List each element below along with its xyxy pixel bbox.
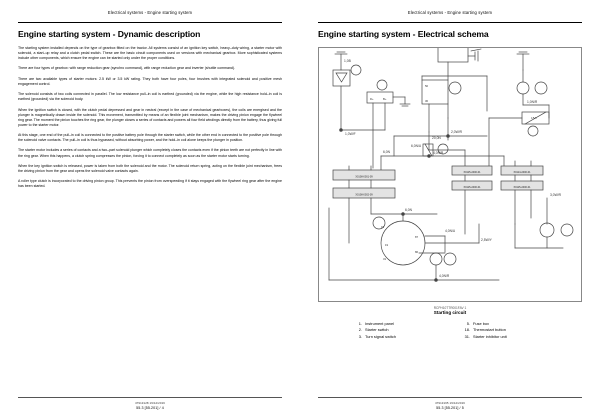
- wire-label: 4,0N/U: [445, 229, 456, 233]
- left-body-copy: [18, 46, 282, 189]
- terminal-label: D+: [370, 97, 374, 101]
- left-header-rule: [18, 22, 282, 23]
- connector-code: X0115-2400-01: [513, 186, 531, 189]
- wire-label: 1,0N/R: [527, 100, 538, 104]
- terminal-label: 87: [415, 235, 419, 239]
- wire-label: 4,0N/R: [433, 151, 444, 155]
- legend-column-left: [352, 321, 460, 340]
- legend-item-number: 18.: [464, 327, 470, 333]
- wire-label: 6,0N: [405, 208, 412, 212]
- left-footer-page-number: 55.3 [55.201] / 4: [136, 406, 164, 410]
- wire-label: 2,5W/Y: [481, 238, 492, 242]
- paragraph: There are two available types of starter motors: 2.5 kW or 3.5 kW rating. They both have four poles, four brushes with integrated solenoid and positive mesh engagement control.: [18, 76, 282, 86]
- legend-item-label: Thermostart button: [473, 327, 506, 333]
- legend-item: [460, 334, 568, 340]
- left-footer: [18, 397, 282, 410]
- legend-column-right: [460, 321, 568, 340]
- left-page-title: Engine starting system - Dynamic description: [18, 29, 201, 39]
- figure-caption: Starting circuit: [433, 310, 467, 315]
- terminal-label: 31: [383, 257, 387, 261]
- wire-label: 6,0N/U: [411, 144, 422, 148]
- left-footer-doc-number: 47913128 19/12/2016: [134, 401, 166, 405]
- terminal-label: 15: [381, 225, 385, 229]
- wire-label: 1,0B: [344, 59, 351, 63]
- terminal-label: 50: [425, 84, 429, 88]
- legend-item-label: Starter switch: [365, 327, 389, 333]
- right-running-head: Electrical systems - Engine starting system: [407, 10, 493, 15]
- connector-code: X0115-2400-01: [463, 186, 481, 189]
- wire-label: 15A: [531, 116, 537, 120]
- left-footer-rule: [18, 397, 282, 398]
- figure-reference: RCPH10TTR001FAV 1: [433, 306, 467, 310]
- legend-item-label: Turn signal switch: [365, 333, 396, 339]
- right-header-rule: [318, 22, 582, 23]
- legend-item-number: 2.: [358, 327, 362, 333]
- legend-item-label: Starter inhibitor unit: [473, 333, 507, 339]
- wire-label: 6,0N: [383, 150, 390, 154]
- wire-label: 1,0W/F: [345, 132, 356, 136]
- wire-label: 3,0W/R: [550, 193, 561, 197]
- paragraph: The solenoid consists of two coils connected in parallel. The low resistance pull–in coil is earthed (grounded) via the engine, while the high resistance hold–in coil is earthed (grounded) via the solenoid body.: [18, 92, 282, 102]
- right-page-title: Engine starting system - Electrical schema: [318, 29, 489, 39]
- paragraph: There are four types of gearbox: with range reduction gear (synchro command), with range reduction gear and inverter (shuttle command).: [18, 66, 236, 71]
- connector-code: X0108-0002-09: [355, 193, 373, 197]
- legend-item-number: 5.: [466, 321, 470, 326]
- paragraph: When the ignition switch is closed, with the clutch pedal depressed and gear in neutral (except in the case of mechanical gearboxes), the coils are energised and the plunger is magnetically drawn inside the solenoid. This movement, transmitted by means of an flexible joint mechanism, makes the driving pinion engage the flywheel ring gear. The moment the pinion touches the ring gear, the plunger closes a series of contacts and powers all four field windings directly from the battery, thus giving full power to the starter motor.: [18, 107, 282, 127]
- connector-code: X0115-2400-01: [463, 171, 481, 174]
- paragraph: The starter motor includes a series of contacts and a two–part solenoid plunger which completely closes the contacts even if the pinion teeth are not perfectly in line with the ring gear. When this happens, a clutch spring compresses the pinion, forcing it to connect completely as soon as the starter motor starts turning.: [18, 148, 282, 158]
- wire-label: 2,0W/R: [451, 130, 462, 134]
- right-footer-rule: [318, 397, 582, 398]
- wire-label: 4,0N/R: [439, 274, 450, 278]
- figure-caption-block: [318, 306, 582, 315]
- paragraph: At this stage, one end of the pull–in coil is connected to the positive battery pole through the starter switch, while the other end in connected to the positive pole through the solenoid valve contacts. The pull–in coil is thus bypassed, without absorbing power, and the hold–in coil alone keeps the plunger in position.: [18, 133, 282, 143]
- legend-item-number: 3.: [358, 333, 362, 339]
- connector-code: X0114-2400-01: [513, 171, 531, 174]
- terminal-label: 19: [385, 243, 389, 247]
- schematic-svg: [319, 48, 581, 301]
- terminal-label: 30: [425, 99, 429, 103]
- legend-item-number: 31.: [464, 333, 470, 339]
- terminal-label: 86: [415, 250, 419, 254]
- paragraph: A roller type clutch is incorporated to the driving pinion group. This prevents the pinion from overspeeding if it stays engaged with the flywheel ring gear after the engine has been started.: [18, 179, 282, 189]
- right-footer-doc-number: 47913165 19/12/2016: [434, 401, 466, 405]
- wire-label: 20,0N: [432, 136, 441, 140]
- left-running-head: Electrical systems - Engine starting system: [107, 10, 193, 15]
- legend-item: [352, 334, 460, 340]
- electrical-schematic-figure: [318, 47, 582, 302]
- paragraph: When the key ignition switch is released, power is taken from both the solenoid and the motor. The solenoid return spring, acting on the flexible joint mechanism, frees the driving pinion from the gear and opens the solenoid valve contacts again.: [18, 163, 282, 173]
- legend-item-label: Instrument panel: [365, 321, 394, 326]
- right-footer-page-number: 55.3 [55.201] / 5: [436, 406, 464, 410]
- legend-item-label: Fuse box: [473, 321, 490, 326]
- right-footer: [318, 397, 582, 410]
- right-page: [300, 0, 600, 418]
- connector-code: X0108-0001-09: [355, 175, 373, 179]
- terminal-label: B+: [383, 97, 387, 101]
- paragraph: The starting system installed depends on the type of gearbox fitted on the tractor. All systems consist of an ignition key switch, heavy–duty wiring, a starter motor with solenoid, a start–up relay and a clutch pedal switch. These are the basic circuit components used on versions with mechanical gearbox. More sophisticated systems include other components, which ensure the engine can be started only under the proper conditions.: [18, 46, 282, 61]
- figure-legend: [318, 321, 582, 340]
- legend-item-number: 1.: [358, 321, 362, 326]
